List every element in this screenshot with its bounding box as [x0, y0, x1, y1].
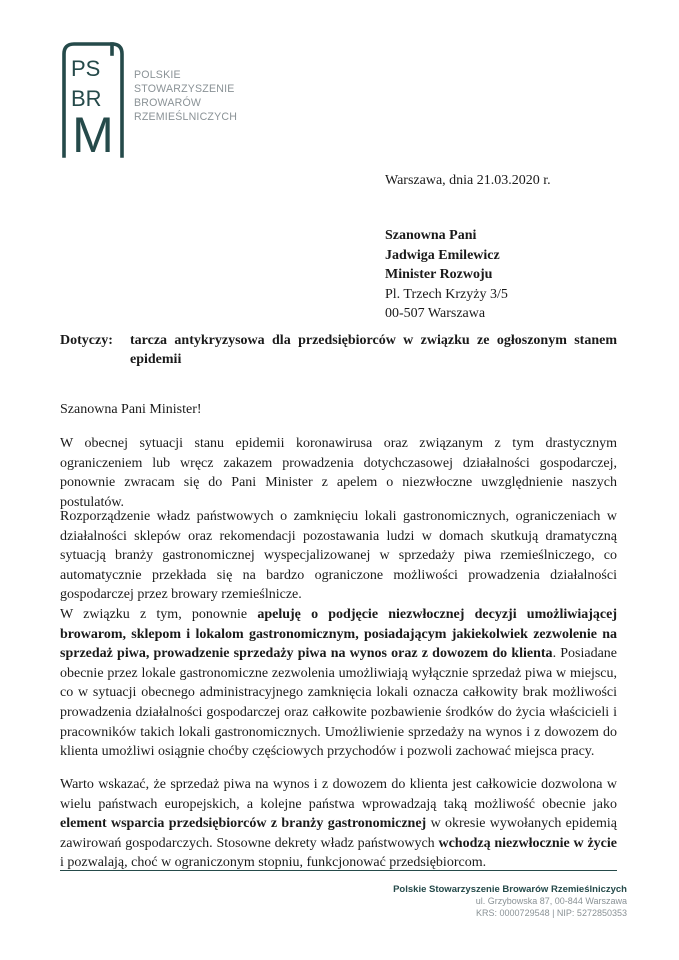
- footer: [393, 884, 627, 919]
- footer-divider: [60, 870, 617, 871]
- recipient-street: Pl. Trzech Krzyży 3/5: [385, 286, 508, 302]
- recipient-greeting: Szanowna Pani: [385, 228, 477, 243]
- recipient-position: Minister Rozwoju: [385, 267, 493, 282]
- paragraph-1: W obecnej sytuacji stanu epidemii koronawirusa oraz związanym z tym drastycznym ograniczeniem lub wręcz zakazem prowadzenia dotychczasowej działalności gospodarczej, ponownie zwracam się do Pani Minister z apelem o niezwłoczne uwzględnienie naszych postulatów.: [60, 436, 617, 510]
- logo-line: RZEMIEŚLNICZYCH: [134, 111, 238, 123]
- paragraph-3-rest: . Posiadane obecnie przez lokale gastronomiczne zezwolenia umożliwiają wyłącznie sprzedaż piwa w miejscu, co w sytuacji obecnego administracyjnego zamknięcia lokali oznacza całkowity brak możliwości prowadzenia działalności gospodarczej oraz całkowite pozbawienie środków do życia właścicieli i pracowników takich lokali gastronomicznych. Umożliwienie sprzedaży na wynos i z dowozem do klienta umożliwi osiągnie choćby częściowych przychodów i pozwoli zachować miejsca pracy.: [60, 646, 618, 760]
- logo-wordmark: [134, 68, 237, 124]
- letter-date: Warszawa, dnia 21.03.2020 r.: [385, 173, 551, 188]
- footer-organization: Polskie Stowarzyszenie Browarów Rzemieślniczych: [393, 884, 627, 895]
- footer-registry: KRS: 0000729548 | NIP: 5272850353: [476, 907, 627, 918]
- logo-line: POLSKIE: [134, 69, 181, 81]
- paragraph-2: Rozporządzenie władz państwowych o zamknięciu lokali gastronomicznych, ograniczeniach w działalności sklepów oraz rekomendacji pozostawania ludzi w domach skutkują dramatyczną sytuacją branży gastronomicznej wyspecjalizowanej w sprzedaży piwa rzemieślniczego, co automatycznie przekłada się na bardzo ograniczone możliwości prowadzenia działalności gospodarczej przez browary rzemieślnicze.: [60, 509, 617, 603]
- monogram-br: BR: [71, 86, 102, 111]
- paragraph-4-emphasis-1: element wsparcia przedsiębiorców z branży gastronomicznej: [60, 816, 427, 832]
- paragraph-3-appeal: apeluję o podjęcie niezwłocznej decyzji umożliwiającej browarom, sklepom i lokalom gastronomicznym, posiadającym jakiekolwiek zezwolenie na sprzedaż piwa, prowadzenie sprzedaży piwa na wynos oraz z dowozem do klienta: [60, 607, 617, 662]
- monogram-m: M: [72, 107, 114, 158]
- subject-label: Dotyczy:: [60, 333, 113, 348]
- paragraph-4-intro: Warto wskazać, że sprzedaż piwa na wynos i z dowozem do klienta jest całkowicie dozwolona w wielu państwach europejskich, a kolejne państwa wprowadzają taką możliwość obecnie jako: [60, 777, 617, 812]
- salutation: Szanowna Pani Minister!: [60, 402, 202, 417]
- paragraph-4-mid: w okresie wywołanych epidemią zawirowań gospodarczych. Stosowne dekrety władz państwowych: [60, 816, 617, 851]
- logo-line: BROWARÓW: [134, 97, 202, 109]
- recipient-block: [385, 226, 508, 324]
- monogram-ps: PS: [71, 56, 101, 81]
- paragraph-4-rest: i pozwalają, choć w ograniczonym stopniu, funkcjonować przedsiębiorcom.: [60, 855, 487, 871]
- subject-line: [60, 331, 617, 369]
- footer-address: ul. Grzybowska 87, 00-844 Warszawa: [475, 896, 627, 906]
- recipient-city: 00-507 Warszawa: [385, 306, 486, 321]
- logo-line: STOWARZYSZENIE: [134, 83, 235, 95]
- paragraph-3-intro: W związku z tym, ponownie: [60, 607, 258, 622]
- paragraph-3: [60, 605, 617, 762]
- logo: [60, 40, 240, 158]
- paragraph-4-emphasis-2: wchodzą niezwłocznie w życie: [438, 835, 617, 851]
- logo-monogram: [60, 40, 126, 158]
- subject-text: tarcza antykryzysowa dla przedsiębiorców w związku ze ogłoszonym stanem epidemii: [130, 333, 617, 367]
- recipient-name: Jadwiga Emilewicz: [385, 247, 500, 263]
- paragraph-4: [60, 775, 617, 873]
